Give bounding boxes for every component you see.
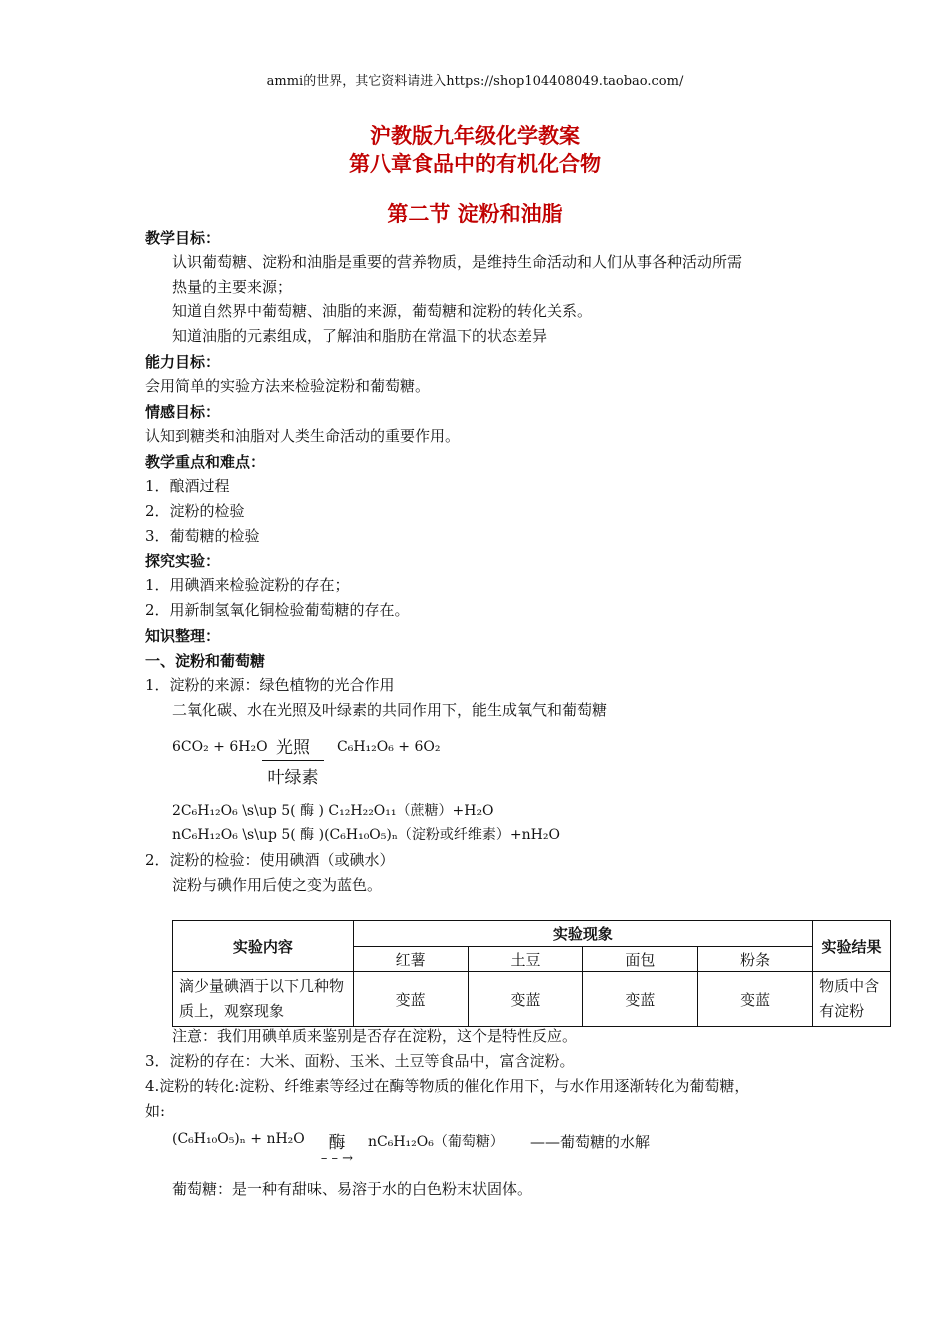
condition-light: 光照 bbox=[276, 738, 310, 758]
chapter-title: 第八章食品中的有机化合物 bbox=[349, 152, 601, 176]
ability-goal-line: 会用简单的实验方法来检验淀粉和葡萄糖。 bbox=[145, 377, 431, 395]
starch-source-desc: 二氧化碳、水在光照及叶绿素的共同作用下，能生成氧气和葡萄糖 bbox=[172, 701, 608, 719]
teaching-goal-line: 知道油脂的元素组成，了解油和脂肪在常温下的状态差异 bbox=[172, 327, 548, 345]
starch-glucose-heading: 一、淀粉和葡萄糖 bbox=[145, 652, 266, 670]
reaction-arrow-line bbox=[262, 760, 324, 761]
teaching-goal-line: 认识葡萄糖、淀粉和油脂是重要的营养物质，是维持生命活动和人们从事各种活动所需 bbox=[172, 253, 743, 271]
sucrose-equation: 2C₆H₁₂O₆ \s\up 5( 酶 ) C₁₂H₂₂O₁₁（蔗糖）+H₂O bbox=[172, 803, 494, 819]
teaching-goal-line: 知道自然界中葡萄糖、油脂的来源，葡萄糖和淀粉的转化关系。 bbox=[172, 302, 593, 320]
hydrolysis-note: ——葡萄糖的水解 bbox=[530, 1133, 651, 1151]
hydrolysis-products: nC₆H₁₂O₆（葡萄糖） bbox=[368, 1134, 504, 1150]
table-subheader: 红薯 bbox=[353, 947, 468, 972]
key-point-item: 1．酿酒过程 bbox=[145, 477, 230, 495]
table-cell-phenomenon: 变蓝 bbox=[698, 972, 813, 1027]
experiment-item: 1．用碘酒来检验淀粉的存在； bbox=[145, 576, 350, 594]
table-cell-content: 滴少量碘酒于以下几种物质上，观察现象 bbox=[173, 972, 354, 1027]
reaction-arrow: – – → bbox=[320, 1151, 354, 1166]
starch-presence-item: 3．淀粉的存在：大米、面粉、玉米、土豆等食品中，富含淀粉。 bbox=[145, 1052, 575, 1070]
table-header-phenomenon: 实验现象 bbox=[353, 921, 812, 947]
table-cell-result: 物质中含有淀粉 bbox=[813, 972, 891, 1027]
starch-source-item: 1．淀粉的来源：绿色植物的光合作用 bbox=[145, 676, 395, 694]
table-cell-phenomenon: 变蓝 bbox=[583, 972, 698, 1027]
section-title: 第二节 淀粉和油脂 bbox=[387, 202, 563, 226]
table-subheader: 土豆 bbox=[468, 947, 583, 972]
key-points-heading: 教学重点和难点： bbox=[145, 453, 266, 471]
starch-conversion-example: 如: bbox=[145, 1102, 166, 1120]
table-subheader: 粉条 bbox=[698, 947, 813, 972]
starch-equation: nC₆H₁₂O₆ \s\up 5( 酶 )(C₆H₁₀O₅)ₙ（淀粉或纤维素）+nH₂O bbox=[172, 827, 560, 843]
teaching-goals-heading: 教学目标： bbox=[145, 229, 221, 247]
experiment-table bbox=[172, 920, 891, 1027]
table-subheader: 面包 bbox=[583, 947, 698, 972]
starch-test-desc: 淀粉与碘作用后使之变为蓝色。 bbox=[172, 876, 383, 894]
table-header-result: 实验结果 bbox=[813, 921, 891, 972]
page-header: ammi的世界，其它资料请进入https://shop104408049.taobao.com/ bbox=[266, 74, 684, 89]
photosynthesis-products: C₆H₁₂O₆ + 6O₂ bbox=[337, 739, 441, 755]
experiments-heading: 探究实验： bbox=[145, 552, 221, 570]
reaction-condition bbox=[262, 733, 324, 788]
emotion-goals-heading: 情感目标： bbox=[145, 403, 221, 421]
emotion-goal-line: 认知到糖类和油脂对人类生命活动的重要作用。 bbox=[145, 427, 461, 445]
enzyme-condition bbox=[316, 1128, 358, 1164]
experiment-item: 2．用新制氢氧化铜检验葡萄糖的存在。 bbox=[145, 601, 410, 619]
table-cell-phenomenon: 变蓝 bbox=[353, 972, 468, 1027]
condition-enzyme: 酶 bbox=[328, 1133, 346, 1153]
starch-conversion-item: 4.淀粉的转化:淀粉、纤维素等经过在酶等物质的催化作用下，与水作用逐渐转化为葡萄糖， bbox=[145, 1077, 750, 1095]
photosynthesis-reactants: 6CO₂ + 6H₂O bbox=[172, 739, 268, 755]
table-header-content: 实验内容 bbox=[173, 921, 354, 972]
starch-test-item: 2．淀粉的检验：使用碘酒（或碘水） bbox=[145, 851, 395, 869]
key-point-item: 2．淀粉的检验 bbox=[145, 502, 245, 520]
condition-chlorophyll: 叶绿素 bbox=[267, 768, 319, 788]
ability-goals-heading: 能力目标： bbox=[145, 353, 221, 371]
knowledge-heading: 知识整理： bbox=[145, 627, 221, 645]
key-point-item: 3．葡萄糖的检验 bbox=[145, 527, 260, 545]
doc-title: 沪教版九年级化学教案 bbox=[370, 124, 580, 148]
table-cell-phenomenon: 变蓝 bbox=[468, 972, 583, 1027]
hydrolysis-reactants: (C₆H₁₀O₅)ₙ + nH₂O bbox=[172, 1131, 305, 1147]
teaching-goal-line: 热量的主要来源； bbox=[172, 278, 293, 296]
note-line: 注意：我们用碘单质来鉴别是否存在淀粉，这个是特性反应。 bbox=[172, 1027, 578, 1045]
glucose-desc: 葡萄糖：是一种有甜味、易溶于水的白色粉末状固体。 bbox=[172, 1180, 533, 1198]
